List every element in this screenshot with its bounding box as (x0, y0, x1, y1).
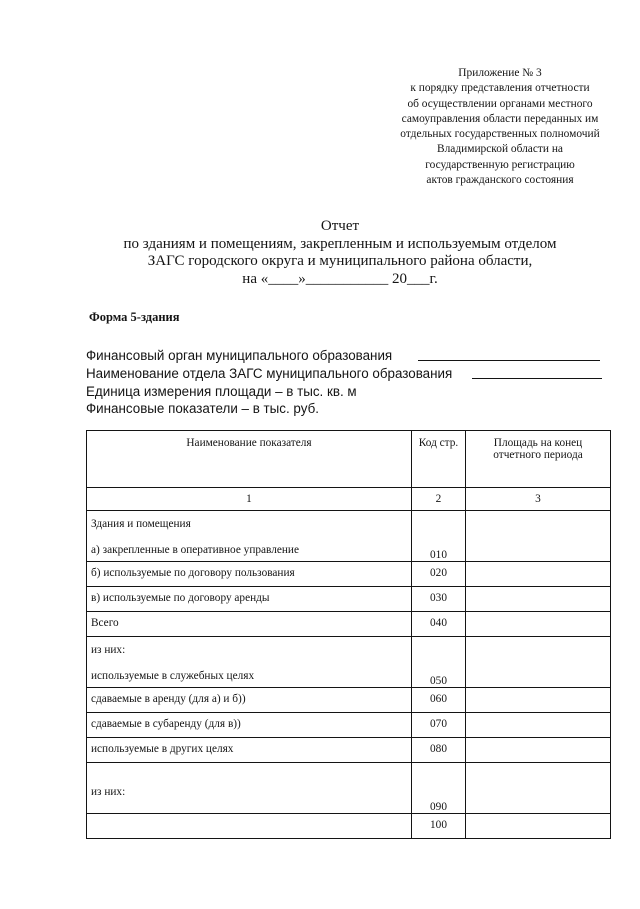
row-area-value[interactable] (466, 688, 611, 713)
report-meta (86, 347, 616, 418)
row-name-cell (87, 763, 412, 814)
col-number: 1 (87, 488, 412, 511)
row-name (87, 814, 412, 839)
table-row (87, 814, 611, 839)
row-area-value[interactable] (466, 587, 611, 612)
header-name: Наименование показателя (87, 431, 412, 488)
form-label: Форма 5-здания (89, 310, 180, 324)
row-code: 030 (412, 587, 466, 612)
table-row (87, 587, 611, 612)
row-name (91, 800, 407, 813)
row-area-value[interactable] (466, 814, 611, 839)
table-row (87, 637, 611, 688)
header-code: Код стр. (412, 431, 466, 488)
table-row (87, 562, 611, 587)
row-name-cell (87, 637, 412, 688)
row-area-value[interactable] (466, 562, 611, 587)
table-row (87, 713, 611, 738)
appendix-line: об осуществлении органами местного (407, 97, 593, 110)
row-name: а) закрепленные в оперативное управление (91, 544, 299, 556)
appendix-header (360, 66, 640, 188)
row-name: используемые в других целях (87, 738, 412, 763)
row-name: б) используемые по договору пользования (87, 562, 412, 587)
appendix-line: к порядку представления отчетности (410, 82, 590, 95)
report-title (60, 218, 620, 288)
row-area-value[interactable] (466, 713, 611, 738)
table-row (87, 612, 611, 637)
table-row (87, 738, 611, 763)
meta-finance-unit: Финансовые показатели – в тыс. руб. (86, 401, 319, 417)
table-row (87, 763, 611, 814)
report-table (86, 430, 611, 839)
table-row (87, 688, 611, 713)
table-header-row (87, 431, 611, 488)
row-code: 050 (412, 637, 466, 688)
row-name: Всего (87, 612, 412, 637)
appendix-line: отдельных государственных полномочий (400, 128, 600, 141)
row-code: 010 (412, 511, 466, 562)
row-name: сдаваемые в аренду (для а) и б)) (87, 688, 412, 713)
meta-financial-body: Финансовый орган муниципального образования (86, 348, 393, 363)
row-name: сдаваемые в субаренду (для в)) (87, 713, 412, 738)
row-area-value[interactable] (466, 612, 611, 637)
title-line: по зданиям и помещениям, закрепленным и используемым отделом (123, 235, 557, 252)
row-name: используемые в служебных целях (91, 670, 255, 682)
row-code: 060 (412, 688, 466, 713)
row-code: 080 (412, 738, 466, 763)
meta-financial-body-line (86, 347, 616, 365)
appendix-line: Приложение № 3 (458, 67, 542, 79)
row-area-value[interactable] (466, 637, 611, 688)
meta-zags-name-line (86, 365, 616, 383)
zags-name-field[interactable] (472, 378, 602, 379)
meta-area-unit: Единица измерения площади – в тыс. кв. м (86, 383, 357, 399)
col-number: 2 (412, 488, 466, 511)
row-code: 020 (412, 562, 466, 587)
col-number: 3 (466, 488, 611, 511)
title-line: ЗАГС городского округа и муниципального района области, (147, 253, 533, 269)
header-area: Площадь на конец отчетного периода (466, 431, 611, 488)
row-code: 100 (412, 814, 466, 839)
row-group-label: Здания и помещения (91, 518, 191, 530)
appendix-line: актов гражданского состояния (426, 174, 574, 187)
appendix-line: государственную регистрацию (425, 158, 575, 171)
appendix-line: Владимирской области на (437, 143, 563, 156)
financial-body-field[interactable] (418, 360, 600, 361)
row-name-cell (87, 511, 412, 562)
row-name: в) используемые по договору аренды (87, 587, 412, 612)
title-line: на «____»___________ 20___г. (242, 270, 438, 287)
meta-finance-unit-line (86, 400, 616, 418)
row-code: 070 (412, 713, 466, 738)
row-code: 040 (412, 612, 466, 637)
row-area-value[interactable] (466, 763, 611, 814)
meta-zags-name: Наименование отдела ЗАГС муниципального образования (86, 365, 453, 381)
row-area-value[interactable] (466, 511, 611, 562)
meta-area-unit-line (86, 383, 616, 401)
title-line: Отчет (320, 218, 360, 234)
row-group-label: из них: (91, 644, 126, 656)
row-code: 090 (412, 763, 466, 814)
row-group-label: из них: (91, 786, 126, 798)
column-number-row (87, 488, 611, 511)
table-row (87, 511, 611, 562)
row-area-value[interactable] (466, 738, 611, 763)
appendix-line: самоуправления области переданных им (401, 112, 599, 125)
